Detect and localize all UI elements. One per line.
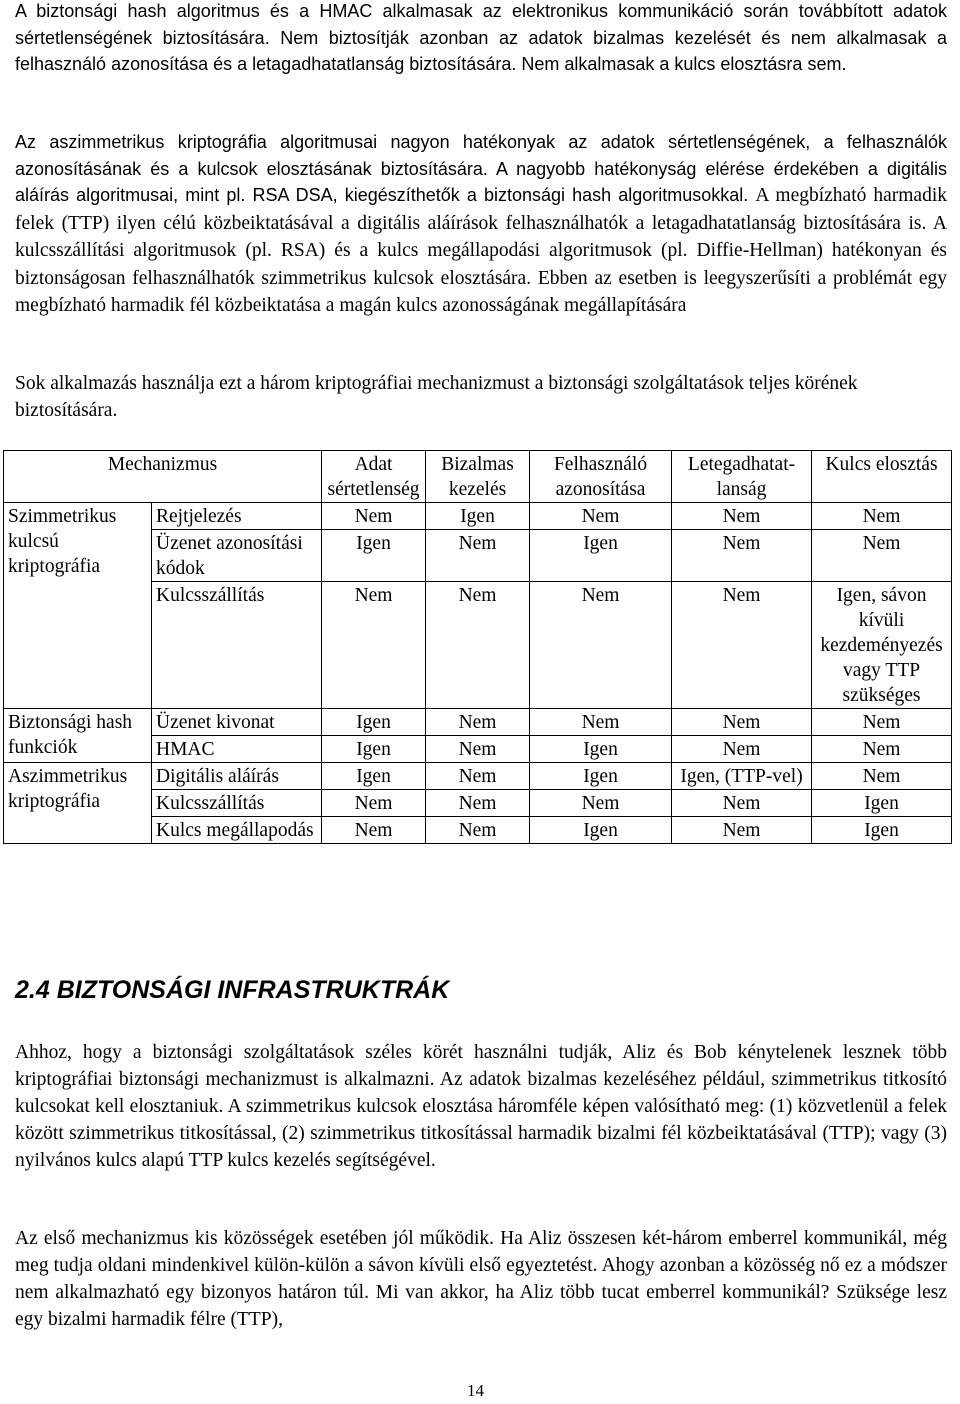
mechanism-table [3, 450, 952, 844]
mechanism-cell: HMAC [152, 736, 322, 763]
value-cell: Igen [322, 530, 426, 582]
group-symmetric: Szimmetrikus kulcsú kriptográfia [4, 503, 152, 709]
value-cell: Igen [812, 790, 952, 817]
value-cell: Igen [322, 736, 426, 763]
value-cell: Nem [672, 530, 812, 582]
value-cell: Igen [530, 817, 672, 844]
value-cell: Nem [672, 709, 812, 736]
value-cell: Nem [322, 817, 426, 844]
value-cell: Nem [426, 736, 530, 763]
value-cell: Nem [426, 790, 530, 817]
header-key-distribution: Kulcs elosztás [812, 451, 952, 503]
paragraph-asymmetric-part2: A megbízható harmadik felek (TTP) ilyen célú közbeiktatásával a digitális aláírások felhasználhatók a letagadhatatlanság biztosítására is. A kulcsszállítási algoritmusok (pl. RSA) és a kulcs megállapodási algoritmusok (pl. Diffie-Hellman) hatékonyan és biztonságosan felhasználhatók szimmetrikus kulcsok elosztására. Ebben az esetben is leegyszerűsíti a problémát egy megbízható harmadik fél közbeiktatása a magán kulcs azonosságának megállapítására [15, 185, 947, 316]
table-row [4, 763, 952, 790]
header-confidentiality: Bizalmas kezelés [426, 451, 530, 503]
value-cell: Nem [812, 530, 952, 582]
value-cell: Nem [426, 763, 530, 790]
paragraph-asymmetric-part1: Az aszimmetrikus kriptográfia algoritmusai nagyon hatékonyak az adatok sértetlenségének, a felhasználók azonosításának és a kulcsok elosztásának biztosítására. A nagyobb hatékonyság elérése érdekében a digitális aláírás algoritmusai, mint pl. RSA DSA, kiegészíthetők a biztonsági hash algoritmusokkal. [15, 132, 947, 205]
value-cell: Nem [672, 790, 812, 817]
page-number: 14 [467, 1381, 484, 1400]
value-cell: Nem [530, 582, 672, 709]
value-cell: Nem [812, 709, 952, 736]
header-mechanism: Mechanizmus [4, 451, 322, 503]
value-cell: Nem [322, 582, 426, 709]
value-cell: Nem [530, 790, 672, 817]
value-cell: Igen [530, 530, 672, 582]
value-cell: Igen, sávon kívüli kezdeményezés vagy TTP szükséges [812, 582, 952, 709]
header-authentication: Felhasználó azonosítása [530, 451, 672, 503]
table-row [4, 503, 952, 530]
mechanism-cell: Kulcs megállapodás [152, 817, 322, 844]
value-cell: Igen [530, 763, 672, 790]
value-cell: Igen, (TTP-vel) [672, 763, 812, 790]
mechanism-cell: Üzenet azonosítási kódok [152, 530, 322, 582]
value-cell: Nem [426, 530, 530, 582]
group-hash: Biztonsági hash funkciók [4, 709, 152, 763]
mechanism-cell: Digitális aláírás [152, 763, 322, 790]
group-asymmetric: Aszimmetrikus kriptográfia [4, 763, 152, 844]
mechanism-cell: Rejtjelezés [152, 503, 322, 530]
paragraph-infrastructure: Ahhoz, hogy a biztonsági szolgáltatások széles körét használni tudják, Aliz és Bob kénytelenek lesznek több kriptográfiai biztonsági mechanizmust is alkalmazni. Az adatok bizalmas kezeléséhez például, szimmetrikus titkosító kulcsokat kell elosztaniuk. A szimmetrikus kulcsok elosztása háromféle képen valósítható meg: (1) közvetlenül a felek között szimmetrikus titkosítással, (2) szimmetrikus titkosítással harmadik bizalmi fél közbeiktatásával (TTP); vagy (3) nyilvános kulcs alapú TTP kulcs kezelés segítségével. [15, 1042, 947, 1171]
value-cell: Nem [322, 503, 426, 530]
value-cell: Nem [530, 709, 672, 736]
value-cell: Igen [322, 763, 426, 790]
paragraph-usage: Sok alkalmazás használja ezt a három kriptográfiai mechanizmust a biztonsági szolgáltatások teljes körének biztosítására. [15, 373, 858, 421]
paragraph-hash-hmac: A biztonsági hash algoritmus és a HMAC alkalmasak az elektronikus kommunikáció során továbbított adatok sértetlenségének biztosítására. Nem biztosítják azonban az adatok bizalmas kezelését és nem alkalmasak a felhasználó azonosítása és a letagadhatatlanság biztosítására. Nem alkalmasak a kulcs elosztásra sem. [15, 1, 947, 74]
value-cell: Igen [530, 736, 672, 763]
value-cell: Nem [426, 582, 530, 709]
value-cell: Igen [322, 709, 426, 736]
mechanism-cell: Kulcsszállítás [152, 790, 322, 817]
table-row [4, 709, 952, 736]
paragraph-asymmetric [15, 129, 947, 320]
value-cell: Nem [672, 817, 812, 844]
section-heading: 2.4 BIZTONSÁGI INFRASTRUKTRÁK [15, 976, 450, 1004]
value-cell: Igen [426, 503, 530, 530]
value-cell: Nem [426, 817, 530, 844]
paragraph-first-mechanism: Az első mechanizmus kis közösségek esetében jól működik. Ha Aliz összesen két-három emberrel kommunikál, még meg tudja oldani mindenkivel külön-külön a sávon kívüli első egyeztetést. Ahogy azonban a közösség nő ez a módszer nem alkalmazható egy bizonyos határon túl. Mi van akkor, ha Aliz több tucat emberrel kommunikál? Szüksége lesz egy bizalmi harmadik félre (TTP), [15, 1228, 947, 1330]
value-cell: Nem [672, 503, 812, 530]
value-cell: Nem [812, 736, 952, 763]
value-cell: Nem [322, 790, 426, 817]
mechanism-cell: Üzenet kivonat [152, 709, 322, 736]
value-cell: Nem [672, 736, 812, 763]
value-cell: Nem [812, 763, 952, 790]
value-cell: Nem [812, 503, 952, 530]
value-cell: Nem [672, 582, 812, 709]
header-data-integrity: Adat sértetlenség [322, 451, 426, 503]
header-non-repudiation: Letegadhatat-lanság [672, 451, 812, 503]
table-header-row [4, 451, 952, 503]
mechanism-cell: Kulcsszállítás [152, 582, 322, 709]
value-cell: Nem [530, 503, 672, 530]
value-cell: Nem [426, 709, 530, 736]
value-cell: Igen [812, 817, 952, 844]
